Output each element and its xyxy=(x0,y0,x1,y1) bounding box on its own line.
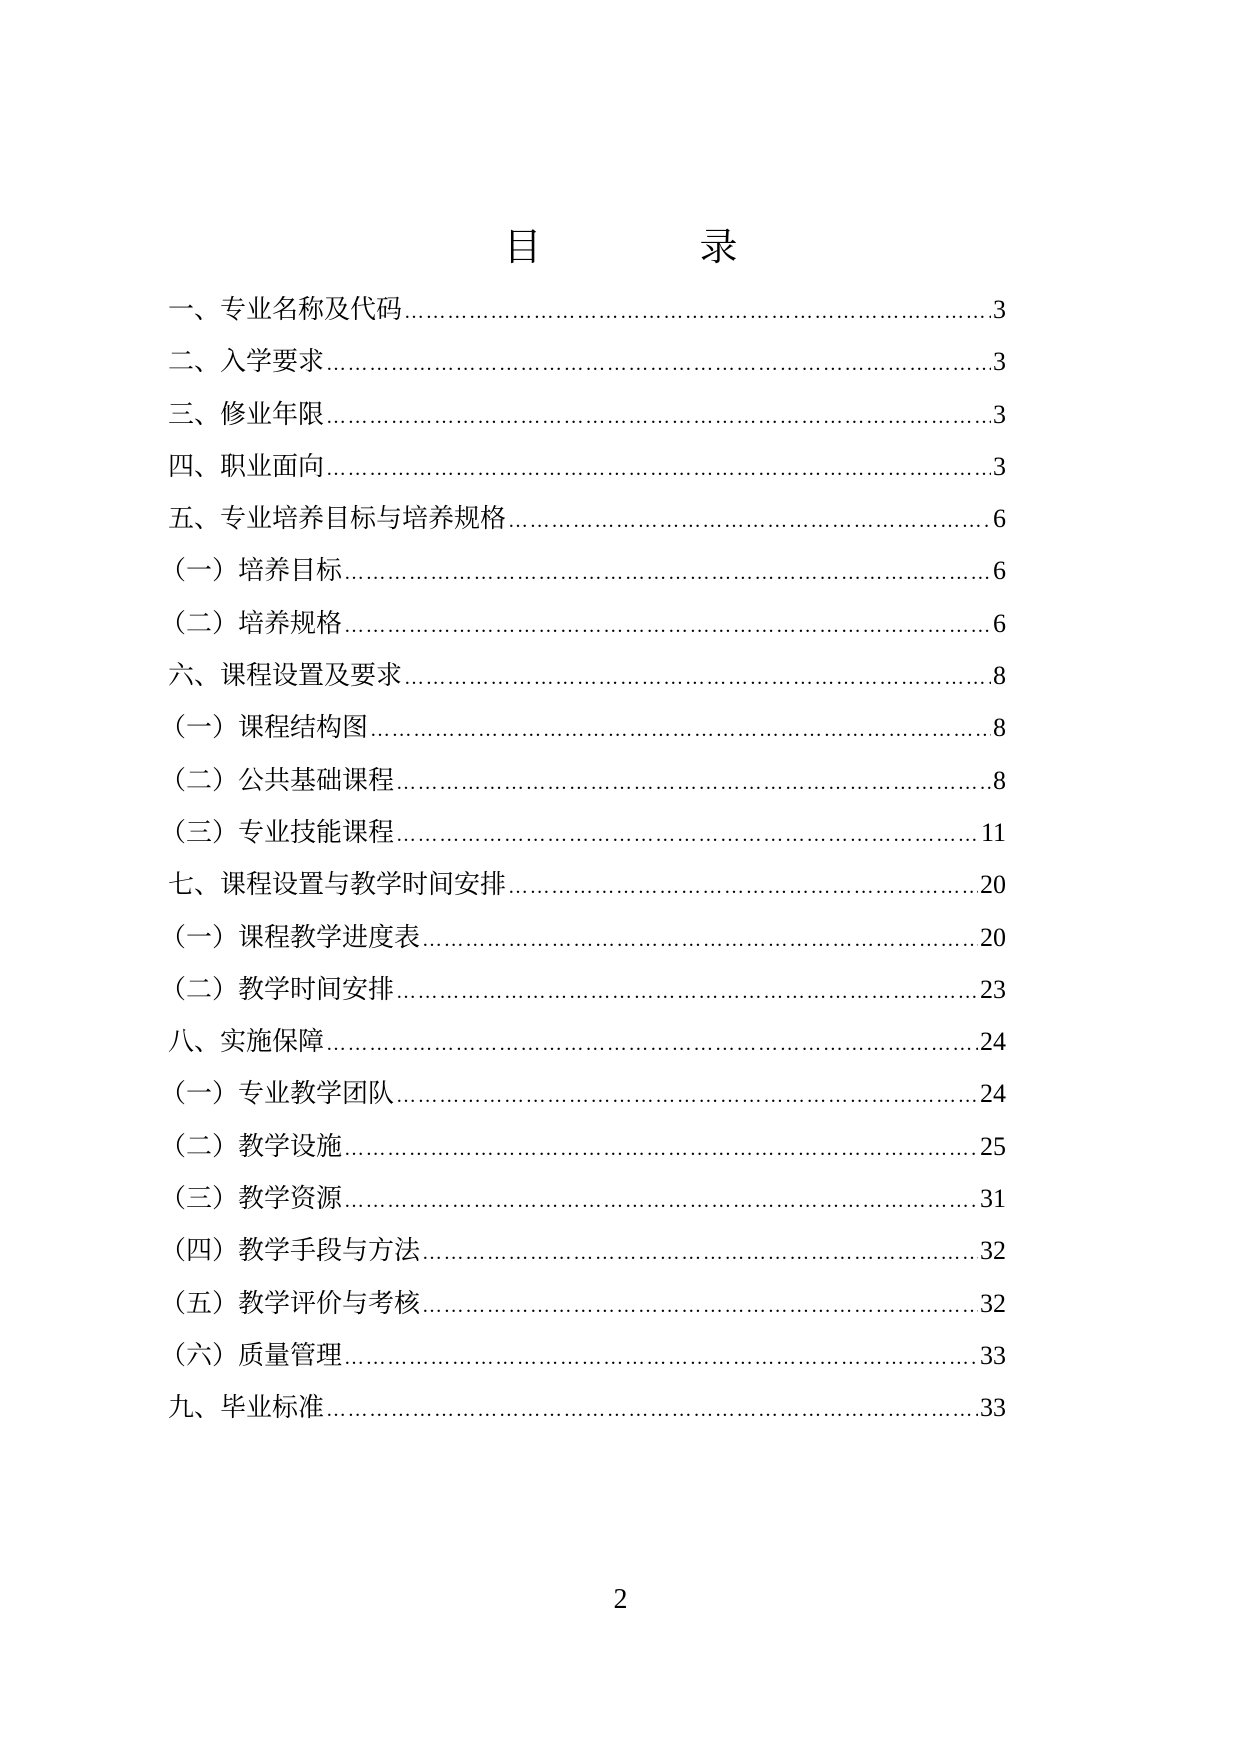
toc-entry-label: 三、修业年限 xyxy=(168,399,325,430)
toc-entry-label: （二）公共基础课程 xyxy=(160,765,395,796)
toc-entry-label: 一、专业名称及代码 xyxy=(168,295,403,325)
toc-dot-leader xyxy=(404,294,991,330)
toc-dot-leader xyxy=(326,399,991,435)
toc-entry[interactable] xyxy=(168,449,1006,501)
toc-entry[interactable] xyxy=(168,292,1006,344)
toc-entry-page: 11 xyxy=(980,817,1006,847)
toc-entry[interactable] xyxy=(168,867,1006,919)
toc-entry-page: 24 xyxy=(980,1079,1006,1109)
toc-dot-leader xyxy=(422,1288,978,1324)
toc-entry-page: 25 xyxy=(980,1131,1006,1161)
toc-dot-leader xyxy=(344,555,991,591)
toc-entry-page: 3 xyxy=(993,399,1006,429)
toc-entry-label: （二）教学设施 xyxy=(160,1131,343,1162)
toc-entry[interactable] xyxy=(160,710,1006,762)
toc-entry-label: （二）培养规格 xyxy=(160,608,343,639)
toc-entry[interactable] xyxy=(160,1181,1006,1233)
toc-dot-leader xyxy=(326,1392,978,1428)
toc-dot-leader xyxy=(344,1131,978,1167)
toc-entry-page: 3 xyxy=(993,347,1006,377)
toc-entry[interactable] xyxy=(168,501,1006,553)
toc-entry[interactable] xyxy=(160,972,1006,1024)
toc-dot-leader xyxy=(326,346,991,382)
toc-dot-leader xyxy=(396,817,979,853)
toc-entry[interactable] xyxy=(168,397,1006,449)
toc-entry[interactable] xyxy=(168,344,1006,396)
toc-entry-label: 二、入学要求 xyxy=(168,347,325,378)
toc-entry[interactable] xyxy=(160,553,1006,605)
toc-dot-leader xyxy=(404,660,991,696)
toc-entry-page: 8 xyxy=(993,713,1006,743)
toc-entry-label: （一）培养目标 xyxy=(160,556,343,587)
table-of-contents xyxy=(160,292,1006,1443)
toc-entry[interactable] xyxy=(160,1286,1006,1338)
toc-entry-label: 九、毕业标准 xyxy=(168,1393,325,1424)
toc-entry-page: 20 xyxy=(980,922,1006,952)
toc-entry[interactable] xyxy=(168,1390,1006,1442)
toc-entry[interactable] xyxy=(160,606,1006,658)
toc-entry[interactable] xyxy=(160,920,1006,972)
toc-entry-page: 32 xyxy=(980,1288,1006,1318)
toc-entry-label: （五）教学评价与考核 xyxy=(160,1288,421,1319)
toc-entry-page: 33 xyxy=(980,1340,1006,1370)
toc-entry-label: （四）教学手段与方法 xyxy=(160,1236,421,1267)
toc-entry-label: 八、实施保障 xyxy=(168,1027,325,1058)
toc-entry-page: 6 xyxy=(993,556,1006,586)
toc-entry-label: （三）专业技能课程 xyxy=(160,817,395,848)
toc-dot-leader xyxy=(344,608,991,644)
toc-entry-label: （三）教学资源 xyxy=(160,1184,343,1215)
toc-dot-leader xyxy=(344,1183,978,1219)
toc-dot-leader xyxy=(370,712,991,748)
page-title: 目 录 xyxy=(503,225,798,269)
toc-dot-leader xyxy=(396,1078,978,1114)
toc-dot-leader xyxy=(326,451,991,487)
toc-entry-label: （二）教学时间安排 xyxy=(160,974,395,1005)
toc-dot-leader xyxy=(508,869,978,905)
toc-entry[interactable] xyxy=(160,1129,1006,1181)
toc-entry-page: 23 xyxy=(980,974,1006,1004)
toc-entry[interactable] xyxy=(160,1233,1006,1285)
toc-dot-leader xyxy=(422,922,978,958)
toc-entry[interactable] xyxy=(168,1024,1006,1076)
toc-entry-page: 6 xyxy=(993,504,1006,534)
toc-entry[interactable] xyxy=(168,658,1006,710)
toc-entry[interactable] xyxy=(160,1076,1006,1128)
toc-dot-leader xyxy=(326,1026,978,1062)
toc-entry-label: 四、职业面向 xyxy=(168,451,325,482)
toc-entry-page: 20 xyxy=(980,870,1006,900)
toc-entry-page: 3 xyxy=(993,295,1006,324)
toc-entry-page: 32 xyxy=(980,1236,1006,1266)
toc-entry-label: 五、专业培养目标与培养规格 xyxy=(168,504,507,535)
page-number: 2 xyxy=(613,1584,628,1615)
toc-dot-leader xyxy=(508,503,991,539)
toc-entry-page: 33 xyxy=(980,1393,1006,1423)
toc-entry-label: （六）质量管理 xyxy=(160,1340,343,1371)
toc-entry[interactable] xyxy=(160,763,1006,815)
toc-entry-page: 6 xyxy=(993,608,1006,638)
toc-entry-page: 8 xyxy=(993,765,1006,795)
toc-entry[interactable] xyxy=(160,1338,1006,1390)
toc-entry-label: （一）课程教学进度表 xyxy=(160,922,421,953)
toc-entry-page: 24 xyxy=(980,1027,1006,1057)
toc-entry-label: 七、课程设置与教学时间安排 xyxy=(168,870,507,901)
toc-entry-page: 31 xyxy=(980,1184,1006,1214)
toc-entry-page: 3 xyxy=(993,451,1006,481)
toc-dot-leader xyxy=(422,1235,978,1271)
toc-entry-label: （一）专业教学团队 xyxy=(160,1079,395,1110)
toc-dot-leader xyxy=(396,974,978,1010)
toc-entry-label: 六、课程设置及要求 xyxy=(168,661,403,692)
toc-entry-label: （一）课程结构图 xyxy=(160,713,369,744)
toc-entry-page: 8 xyxy=(993,661,1006,691)
toc-dot-leader xyxy=(344,1340,978,1376)
toc-entry[interactable] xyxy=(160,815,1006,867)
toc-dot-leader xyxy=(396,765,991,801)
